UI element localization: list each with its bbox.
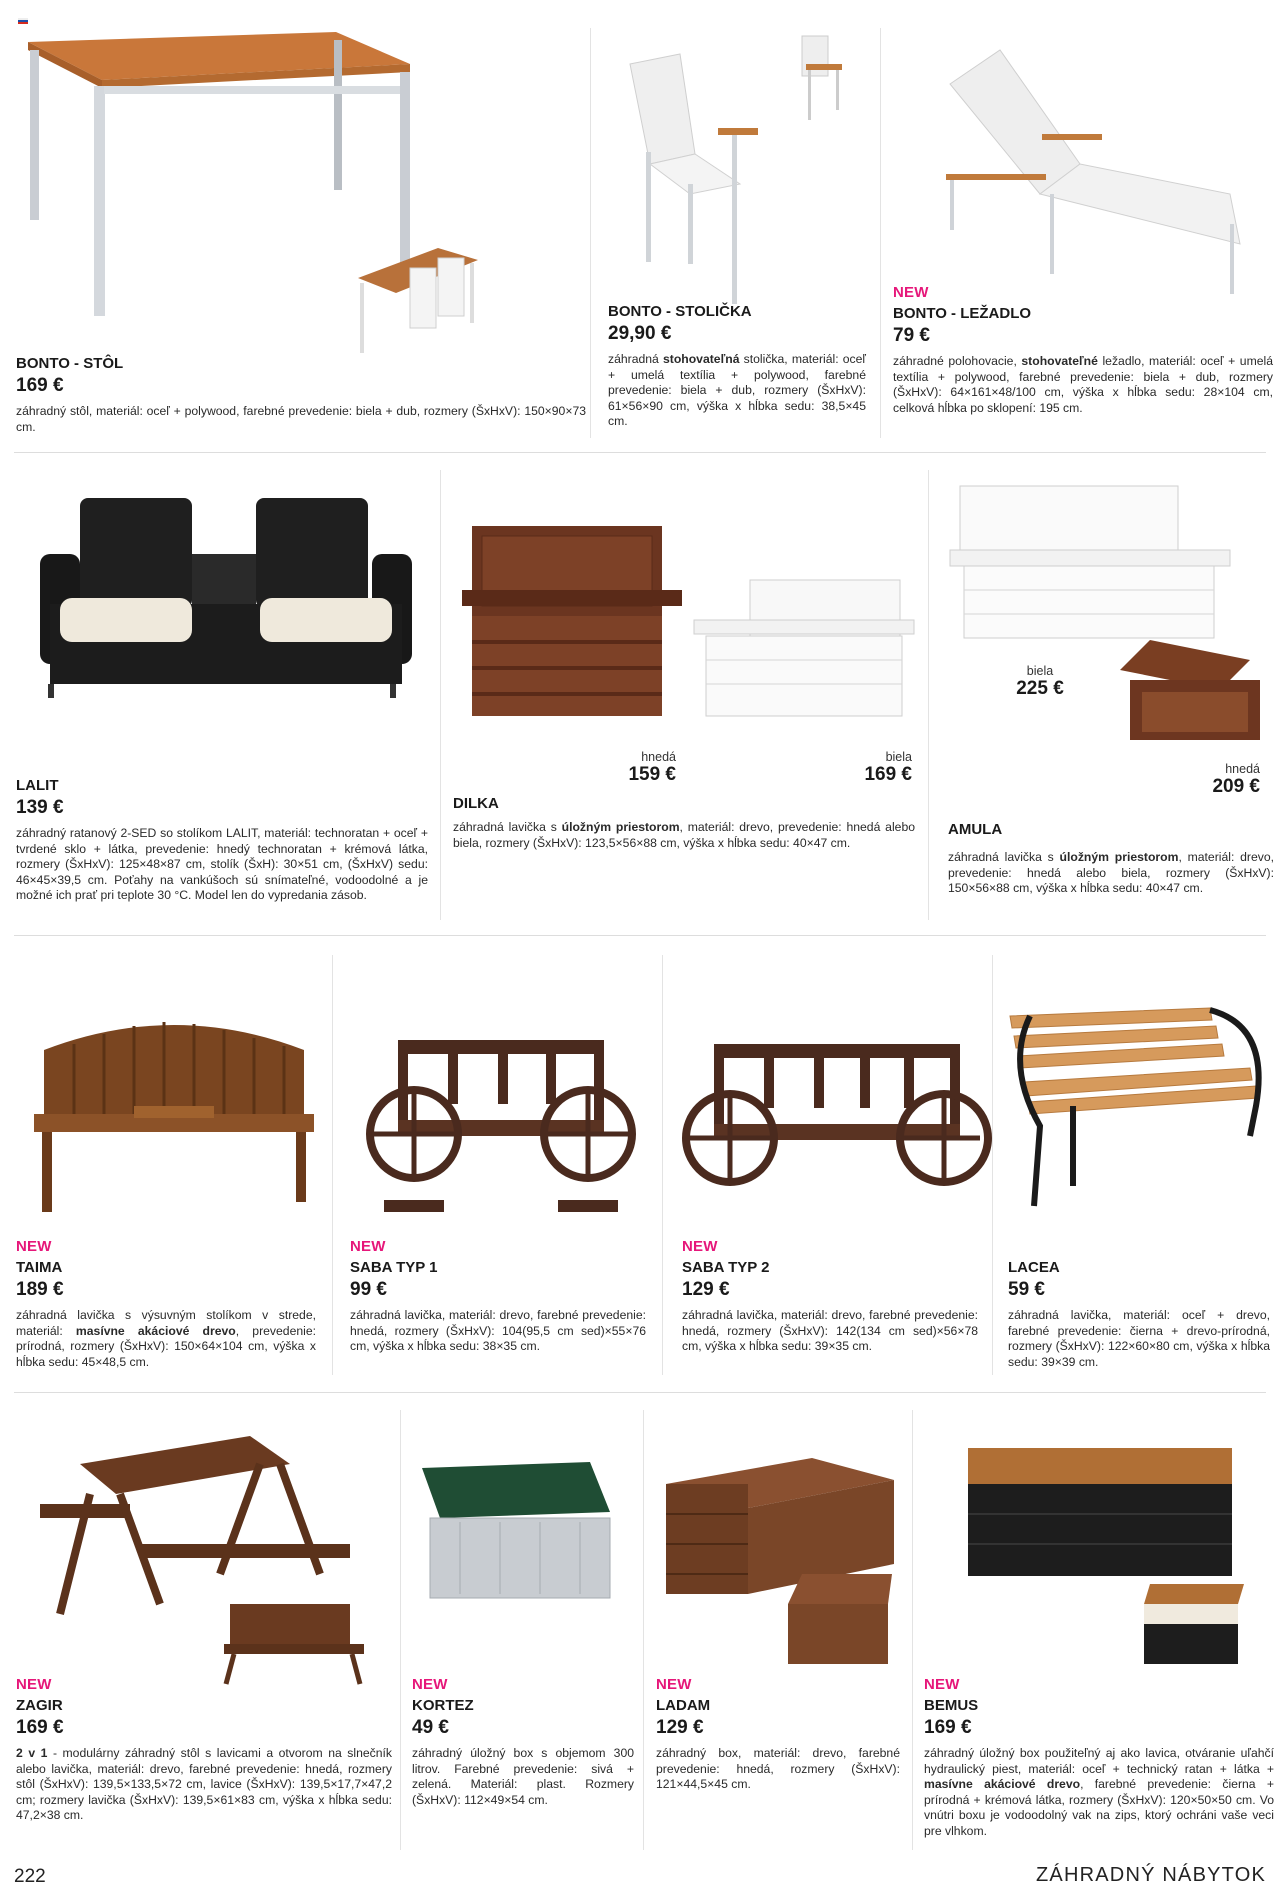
product-price: 129 €: [656, 1717, 704, 1738]
product-description: záhradná lavička, materiál: drevo, farebné prevedenie: hnedá, rozmery (ŠxHxV): 142(134 cm sed)×56×78 cm, výška x hĺbka sedu: 39×35 cm.: [682, 1308, 978, 1354]
product-description: záhradná lavička, materiál: drevo, farebné prevedenie: hnedá, rozmery (ŠxHxV): 104(95,5 cm sed)×55×76 cm, výška x hĺbka sedu: 38×35 cm.: [350, 1308, 646, 1354]
column-divider: [912, 1410, 913, 1850]
product-name: BONTO - LEŽADLO: [893, 305, 1032, 322]
sun-lounger-icon: [930, 44, 1260, 304]
new-badge: NEW: [656, 1676, 692, 1693]
new-badge: NEW: [924, 1676, 960, 1693]
product-price: 99 €: [350, 1279, 387, 1300]
storage-bench-icon: [458, 520, 928, 740]
new-badge: NEW: [412, 1676, 448, 1693]
product-description: záhradná stohovateľná stolička, materiál: oceľ + umelá textília + polywood, farebné prevedenie: biela + dub, rozmery (ŠxHxV): 61×56×90 cm, výška x hĺbka sedu: 38,5×45 cm.: [608, 352, 866, 429]
product-price: 169 €: [16, 1717, 64, 1738]
product-name: LADAM: [656, 1697, 711, 1714]
product-description: záhradná lavička s úložným priestorom, materiál: drevo, prevedenie: hnedá alebo biela, rozmery (ŠxHxV): 123,5×56×88 cm, výška x hĺbka sedu: 40×47 cm.: [453, 820, 916, 850]
product-description: záhradný ratanový 2-SED so stolíkom LALIT, materiál: technoratan + oceľ + tvrdené sklo + látka, prevedenie: hnedý technoratan + krémová látka, rozmery (ŠxHxV): 125×48×87 cm, stolík (ŠxH): 30×51 cm, (ŠxHxV) sedu: 46×45×39,5 cm. Poťahy na vankúšoch sú snímateľné, vodoodolné a je možné ich prať pri teplote 30 °C. Model len do vypredania zásob.: [16, 826, 428, 903]
column-divider: [590, 28, 591, 438]
wagon-wheel-bench-long-icon: [694, 1042, 980, 1222]
product-description: záhradný box, materiál: drevo, farebné prevedenie: hnedá, rozmery (ŠxHxV): 121×44,5×45 cm.: [656, 1746, 900, 1792]
page-number: 222: [14, 1866, 46, 1887]
product-price: 49 €: [412, 1717, 449, 1738]
rattan-storage-bench-icon: [964, 1444, 1254, 1684]
variant-label: biela: [1026, 664, 1054, 678]
product-description: záhradná lavička s úložným priestorom, materiál: drevo, prevedenie: hnedá alebo biela, rozmery (ŠxHxV): 150×56×88 cm, výška x hĺbka sedu: 40×47 cm.: [948, 850, 1275, 896]
product-description: záhradný úložný box použiteľný aj ako lavica, otváranie uľahčí hydraulický piest, materiál: oceľ + technický ratan + látka + masívne akáciové drevo, farebné prevedenie: čierna + prírodná + krémová látka, rozmery (ŠxHxV): 120×50×50 cm. Vo vnútri boxu je vodoodolný vak na zips, ktorý ochráni vaše veci pre vlhkom.: [924, 1746, 1274, 1838]
storage-bench-white-icon: [950, 480, 1270, 760]
row-divider: [14, 1392, 1266, 1393]
product-price: 59 €: [1008, 1279, 1045, 1300]
new-badge: NEW: [350, 1238, 386, 1255]
product-name: SABA TYP 1: [350, 1259, 438, 1276]
column-divider: [928, 470, 929, 920]
park-bench-icon: [1010, 1006, 1270, 1206]
product-description: 2 v 1 - modulárny záhradný stôl s lavicami a otvorom na slnečník alebo lavička, materiál: drevo, farebné prevedenie: hnedá, rozmery stôl (ŠxHxV): 139,5×133,5×72 cm, lavice (ŠxHxV): 139,5×17,7×47,2 cm; rozmery lavička (ŠxHxV): 139,5×61×83 cm, výška x hĺbka sedu: 47,2×38 cm.: [16, 1746, 392, 1823]
new-badge: NEW: [16, 1676, 52, 1693]
product-description: záhradný stôl, materiál: oceľ + polywood, farebné prevedenie: biela + dub, rozmery (ŠxHxV): 150×90×73 cm.: [16, 404, 586, 434]
product-name: DILKA: [453, 795, 499, 812]
product-description: záhradné polohovacie, stohovateľné ležadlo, materiál: oceľ + umelá textília + polywood, farebné prevedenie: biela + dub, rozmery (ŠxHxV): 64×161×48/100 cm, výška x hĺbka sedu: 28×104 cm, celková hĺbka po sklopení: 195 cm.: [893, 354, 1274, 415]
garden-table-icon: [18, 28, 418, 358]
variant-price: 209 €: [1212, 776, 1260, 797]
product-price: 169 €: [16, 375, 64, 396]
product-name: LACEA: [1008, 1259, 1060, 1276]
column-divider: [643, 1410, 644, 1850]
column-divider: [400, 1410, 401, 1850]
row-divider: [14, 935, 1266, 936]
variant-label: hnedá: [641, 750, 676, 764]
section-title: ZÁHRADNÝ NÁBYTOK: [1036, 1864, 1266, 1886]
column-divider: [332, 955, 333, 1375]
picnic-table-icon: [40, 1434, 360, 1684]
variant-price: 159 €: [628, 764, 676, 785]
product-name: AMULA: [948, 821, 1003, 838]
storage-box-wood-icon: [662, 1454, 898, 1674]
product-name: BEMUS: [924, 1697, 979, 1714]
storage-box-plastic-icon: [420, 1462, 616, 1602]
product-price: 79 €: [893, 325, 930, 346]
product-name: ZAGIR: [16, 1697, 63, 1714]
new-badge: NEW: [682, 1238, 718, 1255]
product-name: LALIT: [16, 777, 59, 794]
rattan-loveseat-icon: [40, 494, 412, 744]
column-divider: [662, 955, 663, 1375]
stacking-chair-icon: [620, 34, 870, 294]
bench-with-table-icon: [34, 1010, 314, 1220]
product-description: záhradná lavička, materiál: oceľ + drevo, farebné prevedenie: čierna + drevo-prírodná, rozmery (ŠxHxV): 122×60×80 cm, výška x hĺbka sedu: 39×39 cm.: [1008, 1308, 1270, 1369]
new-badge: NEW: [893, 284, 929, 301]
variant-label: biela: [885, 750, 912, 764]
product-price: 129 €: [682, 1279, 730, 1300]
product-name: KORTEZ: [412, 1697, 474, 1714]
product-description: záhradná lavička s výsuvným stolíkom v strede, materiál: masívne akáciové drevo, prevedenie: prírodná, rozmery (ŠxHxV): 150×64×104 cm, výška x hĺbka sedu: 45×48,5 cm.: [16, 1308, 317, 1369]
product-name: TAIMA: [16, 1259, 63, 1276]
product-description: záhradný úložný box s objemom 300 litrov. Farebné prevedenie: sivá + zelená. Materiál: plast. Rozmery (ŠxHxV): 112×49×54 cm.: [412, 1746, 634, 1807]
product-name: BONTO - STOLIČKA: [608, 303, 752, 320]
product-name: BONTO - STÔL: [16, 355, 124, 372]
column-divider: [992, 955, 993, 1375]
new-badge: NEW: [16, 1238, 52, 1255]
country-flag-icon: [18, 18, 28, 24]
product-price: 189 €: [16, 1279, 64, 1300]
column-divider: [880, 28, 881, 438]
column-divider: [440, 470, 441, 920]
product-price: 169 €: [924, 1717, 972, 1738]
product-price: 139 €: [16, 797, 64, 818]
product-price: 29,90 €: [608, 323, 672, 344]
product-name: SABA TYP 2: [682, 1259, 770, 1276]
variant-price: 169 €: [864, 764, 912, 785]
variant-label: hnedá: [1225, 762, 1260, 776]
wagon-wheel-bench-icon: [378, 1038, 624, 1220]
variant-price: 225 €: [1016, 678, 1064, 699]
row-divider: [14, 452, 1266, 453]
